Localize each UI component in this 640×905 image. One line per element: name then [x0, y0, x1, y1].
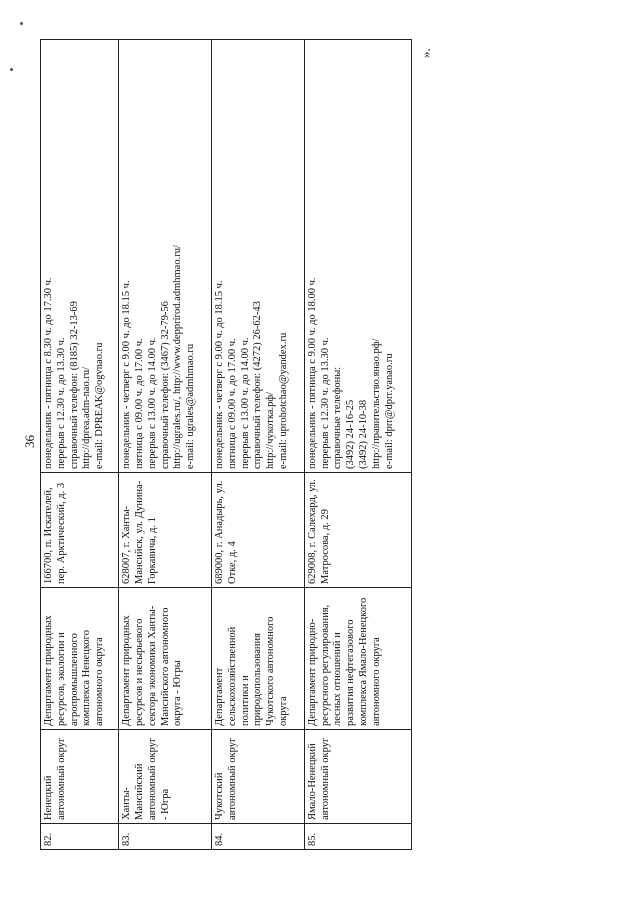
contact-line: справочный телефон: (8185) 32-13-69 — [68, 301, 80, 469]
contact-line: e-mail: DPREAK@ogvnao.ru — [94, 342, 106, 469]
contact-line: перерыв с 13.00 ч. до 14.00 ч. — [239, 337, 251, 469]
subject-cell: Ямало-Ненецкий автономный округ — [304, 730, 411, 824]
department-cell: Департамент природно-ресурсного регулирования, лесных отношений и развития нефтегазового комплекса Ямало-Ненецкого автономного округа — [304, 588, 411, 730]
department-cell: Департамент сельскохозяйственной политики и природопользования Чукотского автономного округа — [211, 588, 304, 730]
department-cell: Департамент природных ресурсов и несырьевого сектора экономики Ханты-Мансийского автономного округа - Югры — [119, 588, 212, 730]
scan-speck — [20, 22, 23, 25]
contact-line: понедельник - четверг с 9.00 ч. до 18.15 ч. — [213, 280, 225, 469]
closing-quote-mark: ». — [418, 48, 433, 58]
contact-line: http://ugrales.ru/, http://www.depprirod.admhmao.ru/ — [172, 245, 184, 469]
subject-cell: Ханты-Мансийский автономный округ - Югра — [119, 730, 212, 824]
contact-line: пятница с 09.00 ч. до 17.00 ч. — [134, 338, 146, 469]
address-cell: 689000, г. Анадырь, ул. Отке, д. 4 — [211, 473, 304, 588]
address-cell: 628007, г. Ханты-Мансийск, ул. Дунина-Горкавича, д. 1 — [119, 473, 212, 588]
row-number-cell: 83. — [119, 824, 212, 850]
contact-hours-cell — [41, 40, 119, 473]
row-number-cell: 85. — [304, 824, 411, 850]
contact-line: e-mail: dprr@dprr.yanao.ru — [383, 353, 395, 469]
scan-speck — [10, 68, 13, 71]
contact-line: http://dprea.adm-nao.ru/ — [81, 366, 93, 469]
contact-line: e-mail: uprohotchao@yandex.ru — [277, 332, 289, 469]
contact-line: понедельник - пятница с 8.30 ч. до 17.30 ч. — [43, 277, 54, 469]
row-number-cell: 84. — [211, 824, 304, 850]
contact-hours-cell — [211, 40, 304, 473]
page-number: 36 — [22, 435, 37, 448]
rotated-table-container — [40, 40, 412, 850]
subject-cell: Ненецкий автономный округ — [41, 730, 119, 824]
contact-line: справочные телефоны: — [332, 366, 344, 469]
contact-hours-cell — [304, 40, 411, 473]
contact-line: перерыв с 13.00 ч. до 14.00 ч. — [146, 337, 158, 469]
row-number-cell: 82. — [41, 824, 119, 850]
table-row — [119, 40, 212, 850]
contact-line: пятница с 09.00 ч. до 17.00 ч. — [226, 338, 238, 469]
table-row — [304, 40, 411, 850]
subject-cell: Чукотский автономный округ — [211, 730, 304, 824]
contact-line: перерыв с 12.30 ч. до 13.30 ч. — [319, 337, 331, 469]
contact-line: (3492) 24-16-25 — [345, 399, 357, 469]
forestry-departments-table — [40, 39, 412, 850]
address-cell: 166700, п. Искателей, пер. Арктический, д. 3 — [41, 473, 119, 588]
contact-line: понедельник - четверг с 9.00 ч. до 18.15 ч. — [121, 280, 133, 469]
contact-line: http://чукотка.рф/ — [265, 391, 277, 469]
table-row — [211, 40, 304, 850]
table-row — [41, 40, 119, 850]
contact-line: справочный телефон: (3467) 32-79-56 — [159, 301, 171, 469]
contact-line: перерыв с 12.30 ч. до 13.30 ч. — [55, 337, 67, 469]
contact-hours-cell — [119, 40, 212, 473]
address-cell: 629008, г. Салехард, ул. Матросова, д. 29 — [304, 473, 411, 588]
contact-line: (3492) 24-10-38 — [357, 399, 369, 469]
contact-line: справочный телефон: (4272) 26-62-43 — [252, 301, 264, 469]
contact-line: понедельник - пятница с 9.00 ч. до 18.00 ч. — [306, 277, 318, 469]
contact-line: e-mail: ugrales@admhmao.ru — [185, 343, 197, 469]
department-cell: Департамент природных ресурсов, экологии и агропромышленного комплекса Ненецкого автономного округа — [41, 588, 119, 730]
contact-line: http://правительство.янао.рф/ — [370, 338, 382, 469]
